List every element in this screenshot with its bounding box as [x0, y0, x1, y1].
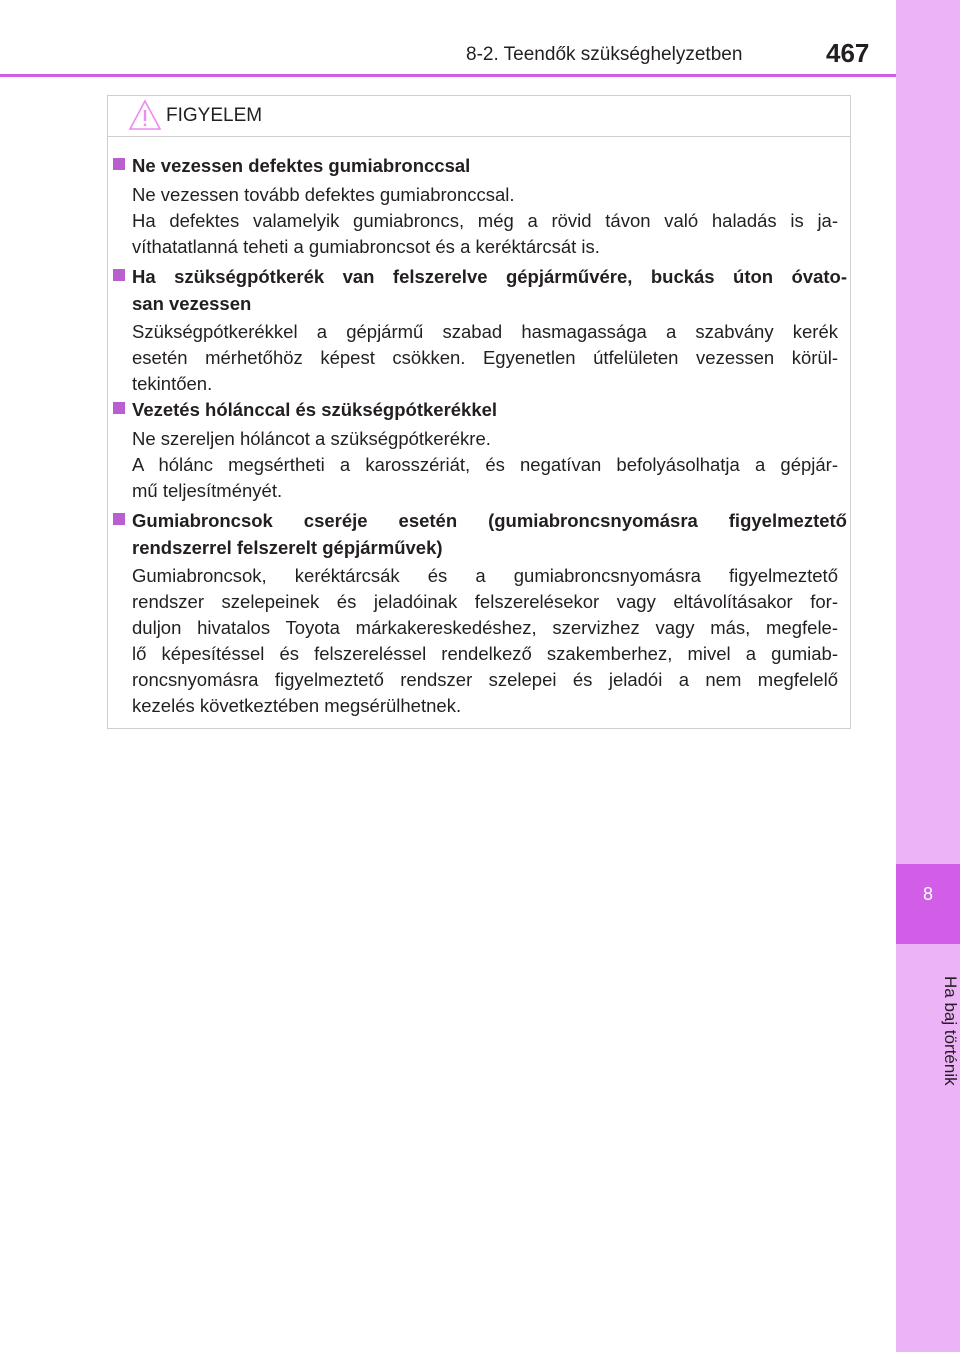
- body-line: mű teljesítményét.: [132, 480, 283, 501]
- square-bullet-icon: [113, 402, 125, 414]
- chapter-title-text: Ha baj történik: [941, 976, 960, 1086]
- body-line: kezelés következtében megsérülhetnek.: [132, 695, 462, 716]
- item-title: [132, 263, 847, 317]
- item-title-line: san vezessen: [132, 293, 252, 314]
- body-line: esetén mérhetőhöz képest csökken. Egyenetlen útfelületen vezessen körül-: [132, 347, 838, 368]
- warning-header: [108, 96, 850, 137]
- item-title: [132, 152, 847, 179]
- page-number: 467: [826, 38, 870, 68]
- body-line: Ne szereljen hóláncot a szükségpótkerékre.: [132, 428, 491, 449]
- item-body: [132, 319, 838, 397]
- header-section-title: 8-2. Teendők szükséghelyzetben: [466, 44, 743, 65]
- chapter-number: 8: [922, 884, 933, 904]
- body-line: roncsnyomásra figyelmeztető rendszer szelepei és jeladói a nem megfelelő: [132, 669, 838, 690]
- body-line: Szükségpótkerékkel a gépjármű szabad hasmagassága a szabvány kerék: [132, 321, 838, 342]
- header-divider: [0, 74, 896, 77]
- body-line: tekintően.: [132, 373, 213, 394]
- item-title: [132, 396, 847, 423]
- square-bullet-icon: [113, 513, 125, 525]
- item-title-line: Ne vezessen defektes gumiabronccsal: [132, 155, 471, 176]
- chapter-title: [896, 956, 960, 1106]
- item-body: [132, 182, 838, 260]
- body-line: víthatatlanná teheti a gumiabroncsot és a keréktárcsát is.: [132, 236, 600, 257]
- body-line: Gumiabroncsok, keréktárcsák és a gumiabroncsnyomásra figyelmeztető: [132, 565, 838, 586]
- item-title-line: Vezetés hólánccal és szükségpótkerékkel: [132, 399, 498, 420]
- warning-title: FIGYELEM: [166, 105, 263, 126]
- square-bullet-icon: [113, 269, 125, 281]
- body-line: A hólánc megsértheti a karosszériát, és negatívan befolyásolhatja a gépjár-: [132, 454, 838, 475]
- item-body: [132, 426, 838, 504]
- item-title-line: rendszerrel felszerelt gépjárművek): [132, 537, 443, 558]
- body-line: duljon hivatalos Toyota márkakereskedéshez, szervizhez vagy más, megfele-: [132, 617, 838, 638]
- body-line: Ha defektes valamelyik gumiabroncs, még a rövid távon való haladás is ja-: [132, 210, 838, 231]
- warning-triangle-icon: [128, 99, 162, 131]
- body-line: rendszer szelepeinek és jeladóinak felszerelésekor vagy eltávolításakor for-: [132, 591, 838, 612]
- item-title-line: Gumiabroncsok cseréje esetén (gumiabroncsnyomásra figyelmeztető: [132, 510, 847, 531]
- item-title: [132, 507, 847, 561]
- item-title-line: Ha szükségpótkerék van felszerelve gépjárművére, buckás úton óvato-: [132, 266, 847, 287]
- chapter-side-tab: [896, 0, 960, 1352]
- item-body: [132, 563, 838, 719]
- warning-box: [107, 95, 851, 729]
- square-bullet-icon: [113, 158, 125, 170]
- body-line: Ne vezessen tovább defektes gumiabronccsal.: [132, 184, 515, 205]
- body-line: lő képesítéssel és felszereléssel rendelkező szakemberhez, mivel a gumiab-: [132, 643, 838, 664]
